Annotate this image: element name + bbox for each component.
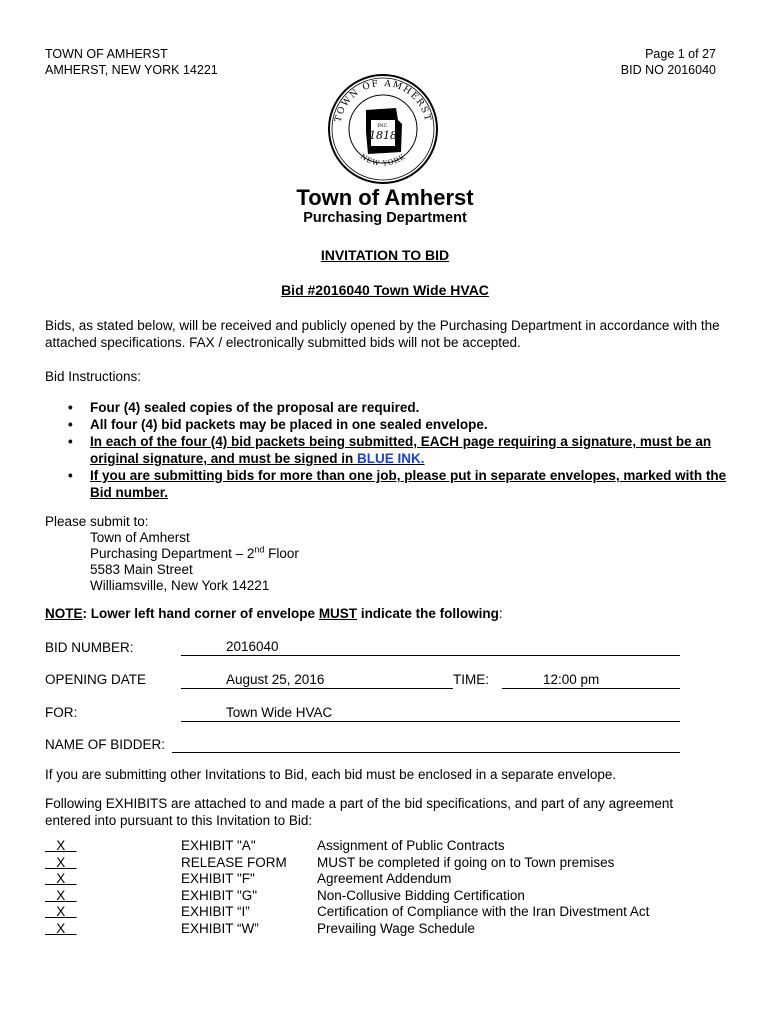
- header-right: [621, 46, 716, 78]
- bid-number-field[interactable]: 2016040: [181, 639, 680, 656]
- exhibit-row: X EXHIBIT "F" Agreement Addendum: [56, 871, 452, 886]
- list-item: • All four (4) bid packets may be placed in one sealed envelope.: [68, 416, 728, 433]
- bidder-name-label: NAME OF BIDDER:: [45, 737, 166, 752]
- exhibit-row: X EXHIBIT “W” Prevailing Wage Schedule: [56, 920, 475, 936]
- department-name: Purchasing Department: [303, 210, 467, 226]
- submit-label: Please submit to:: [45, 514, 149, 529]
- page-number: Page 1 of 27: [645, 47, 716, 61]
- opening-date-label: OPENING DATE: [45, 672, 147, 687]
- invitation-heading: INVITATION TO BID: [320, 247, 450, 263]
- svg-text:NEW YORK: [359, 152, 407, 167]
- time-field[interactable]: 12:00 pm: [502, 672, 680, 689]
- exhibit-row: X RELEASE FORM MUST be completed if going on to Town premises: [56, 854, 615, 870]
- opening-date-field[interactable]: August 25, 2016: [181, 672, 453, 689]
- envelope-note: NOTE: Lower left hand corner of envelope MUST indicate the following:: [45, 606, 503, 621]
- blue-ink-text: BLUE INK.: [357, 451, 425, 466]
- for-label: FOR:: [45, 705, 78, 720]
- seal-year: 1818: [369, 129, 397, 142]
- page-title: Town of Amherst: [296, 185, 474, 210]
- exhibit-row: X EXHIBIT "A" Assignment of Public Contracts: [56, 838, 505, 853]
- town-seal-logo: [326, 72, 440, 186]
- time-label: TIME:: [453, 672, 489, 687]
- exhibits-list: [45, 838, 725, 937]
- seal-top-text: TOWN OF AMHERST: [333, 78, 433, 124]
- bid-number-label: BID NUMBER:: [45, 640, 134, 655]
- intro-paragraph: Bids, as stated below, will be received and publicly opened by the Purchasing Department in accordance with the attached specifications. FAX / electronically submitted bids will not be accepted.: [45, 318, 720, 350]
- bid-title: Bid #2016040 Town Wide HVAC: [281, 282, 489, 298]
- bid-number-header: BID NO 2016040: [620, 63, 716, 77]
- exhibit-row: X EXHIBIT “I” Certification of Compliance with the Iran Divestment Act: [56, 904, 650, 919]
- separate-envelope-note: If you are submitting other Invitations to Bid, each bid must be enclosed in a separate envelope.: [45, 767, 617, 782]
- header-left: [45, 46, 218, 78]
- org-address: AMHERST, NEW YORK 14221: [45, 63, 218, 77]
- exhibits-intro: Following EXHIBITS are attached to and made a part of the bid specifications, and part of any agreement entered into pursuant to this Invitation to Bid:: [45, 796, 674, 828]
- instructions-label: Bid Instructions:: [45, 369, 142, 384]
- exhibit-row: X EXHIBIT "G" Non-Collusive Bidding Certification: [56, 887, 525, 903]
- bid-instructions-list: [68, 399, 728, 501]
- seal-inc: INC.: [377, 123, 389, 129]
- for-field[interactable]: Town Wide HVAC: [181, 705, 680, 722]
- submit-address: Town of Amherst Purchasing Department – 2nd Floor 5583 Main Street Williamsville, New York 14221: [90, 530, 299, 593]
- list-item: • If you are submitting bids for more than one job, please put in separate envelopes, marked with the Bid number.: [68, 467, 728, 501]
- list-item: • In each of the four (4) bid packets being submitted, EACH page requiring a signature, must be an original signature, and must be signed in BLUE INK.: [68, 433, 728, 467]
- list-item: • Four (4) sealed copies of the proposal are required.: [68, 399, 728, 416]
- org-name: TOWN OF AMHERST: [45, 47, 168, 61]
- bidder-name-field[interactable]: [172, 736, 680, 753]
- seal-bottom-text: NEW YORK: [358, 152, 408, 168]
